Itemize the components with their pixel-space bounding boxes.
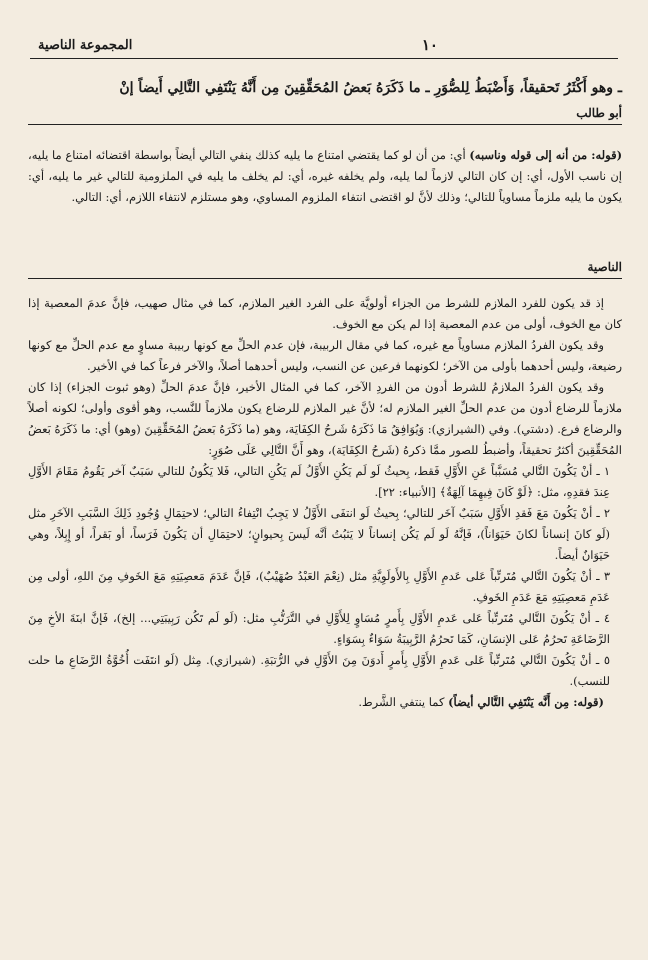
list-item: ١ ـ أنْ يَكُونَ التَّالي مُسَبَّباً عَنِ الأَوَّلِ فَقط، بِحيثُ لَو لَم يَكُنِ الأَوَّلُ لَم يَكُنِ التالي، فَلا يَكُونُ للتالي سَبَبٌ آخر يَقُومُ مَقَامَ الأَوَّلِ عِندَ فقدِهِ، مثل: ﴿لَوْ كَانَ فِيهِمَا آلِهَةٌ﴾ [الأنبياء: ٢٢]. (28, 464, 610, 499)
closing-paragraph: (قوله: مِن أَنَّه يَنْتَفِي التَّالي أيضاً) كما ينتفي الشَّرط. (358, 695, 604, 709)
paragraph: وقد يكون الفردُ الملازم مساوياً مع غيره، كما في مقال الربيبة، فإن عدم الحلِّ مع كونها ربيبة مساوٍ مع عدم الحلِّ مع كونها رضيعة، وليس أحدهما بأولى من الآخر؛ لكونهما فرعين عن النسب، وليس أحدهما أصلاً، والآخر فرعاً كما في الأخير. (28, 338, 622, 373)
quote-label: (قوله: من أنه إلى قوله وناسبه) (469, 148, 623, 162)
list-item: ٣ ـ أنْ يَكُونَ التَّالي مُتَرتِّباً عَلى عَدمِ الأَوَّلِ بِالأَولَوِيَّةِ مثل (نِعْمَ العَبْدُ صُهَيْبٌ)، فَإنَّ عَدَمَ مَعصِيَتِهِ مَعَ الخَوفِ مِنَ اللهِ، أولى مِن عَدَمِ مَعصِيَتِهِ مَعَ عَدَمِ الخَوفِ. (28, 569, 610, 604)
section-title: الناصية (581, 260, 622, 274)
main-text-line: ـ وهو أَكْثَرُ تَحقيقاً، وَأَضْبَطُ لِلصُّوَرِ ـ ما ذَكَرَهُ بَعضُ المُحَقِّقِينَ مِن أَنَّهُ يَنْتَفِي التَّالِي أَيضاً إنْ (119, 80, 622, 96)
commentary-abu-talib (28, 145, 622, 208)
section-divider-nasiya (28, 262, 622, 279)
section-title: أبو طالب (570, 106, 622, 120)
list-item: ٤ ـ أنْ يَكُونَ التَّالي مُتَرتِّباً عَلى عَدمِ الأَوَّلِ بِأَمرٍ مُسَاوٍ لِلأَوَّلِ في التَّرَتُّبِ مثل: (لَو لَم تَكُن رَبِيبَتِي... إلخ)، فَإنَّ ابنَةَ الأخِ مِنَ الرَّضَاعَةِ تَحرُمُ عَلى الإنسَانِ، كَمَا تَحرُمُ الرَّبِيبَةُ سَوَاءٌ بِسَوَاءٍ. (28, 611, 610, 646)
page-header (30, 36, 618, 59)
list-item: ٢ ـ أنْ يَكُونَ مَعَ فَقدِ الأَوَّلِ سَبَبٌ آخَر للتالي؛ بِحيثُ لَو انتفَى الأَوَّلُ لا يَجِبُ انْتِفاءُ التالي؛ لاحتِمَالِ وُجُودِ ذَلِكَ السَّبَبِ الآخَرِ مثل (لَو كانَ إنساناً لكانَ حَيَوَاناً)، فَإنَّهُ لَو لَم يَكُن إنساناً لا يَثبُتُ أنَّه لَيسَ بِحيوانٍ؛ لاحتِمَالِ أن يَكُونَ فَرَساً، أو بَقراً، أو إِبِلاً، وهي حَيَوَانٌ أيضاً. (28, 506, 610, 562)
page-number: ١٠ (421, 36, 438, 54)
commentary-paragraph: (قوله: من أنه إلى قوله وناسبه) أي: من أن لو كما يقتضي امتناع ما يليه كذلك ينفي التالي أيضاً بواسطة اقتضائه امتناع ما يليه، إن ناسب الأول، أي: إن كان التالي لازماً لما يليه، ولم يخلفه غيره، أي: لم يخلف ما يليه في الملزومية للتالي غير ما يليه، أي: يكون ما يليه ملزماً مساوياً للتالي؛ وذلك لأنَّ لو اقتضى انتفاء الملزوم المساوي، وهو مستلزم لانتفاء اللازم، أي: التالي. (28, 148, 623, 204)
section-divider-abu-talib (28, 108, 622, 125)
numbered-list (28, 461, 622, 692)
running-title: المجموعة الناصية (38, 38, 133, 53)
commentary-nasiya (28, 293, 622, 713)
list-item: ٥ ـ أنْ يَكُونَ التَّالي مُتَرتِّباً عَلى عَدمِ الأَوَّلِ بِأَمرٍ أَدوَنَ مِنَ الأَوَّلِ في الرُّتبَةِ. (شيرازي). مِثل (لَو انتَفَت أُخُوَّةُ الرَّضَاعِ ما حلت للنسب). (28, 653, 610, 688)
paragraph: إذ قد يكون للفرد الملازم للشرط من الجزاء أولويَّة على الفرد الغير الملازم، كما في مثال صهيب، فإنَّ عدمَ المعصية إذا كان مع الخوف، أولى من عدم المعصية إذا لم يكن مع الخوف. (28, 296, 622, 331)
quote-label: (قوله: مِن أَنَّه يَنْتَفِي التَّالي أيضاً) (448, 695, 604, 709)
paragraph: وقد يكون الفردُ الملازمُ للشرط أدون من الفردِ الآخر، كما في المثال الأخير، فإنَّ عدمَ الحلِّ (وهو ثبوت الجزاء) إذا كان ملازماً للرضاع أدون من عدم الحلِّ الغير الملازم له؛ لأنَّ غير الملازم للرضاع يكون ملازماً للنَّسب، وهو أقوى وأولى؛ لكونه أصلاً والرضاع فرع. (دشتي). وفي (الشيرازي): وَيُوَافِقُ مَا ذَكَرَهُ شَرحُ الكِفَايَة، وهو (ما ذَكَرَهُ بَعضُ المُحَقِّقِينَ (وهو) أي: ما ذَكَرَهُ بَعضُ المُحَقِّقِينَ أكثرُ تحقيقاً، وأضبطُ للصور ممَّا ذكرهُ (شَرحُ الكِفَايَة)، وهو أَنَّ التَّالِي عَلَى صُوَرٍ: (28, 380, 622, 457)
